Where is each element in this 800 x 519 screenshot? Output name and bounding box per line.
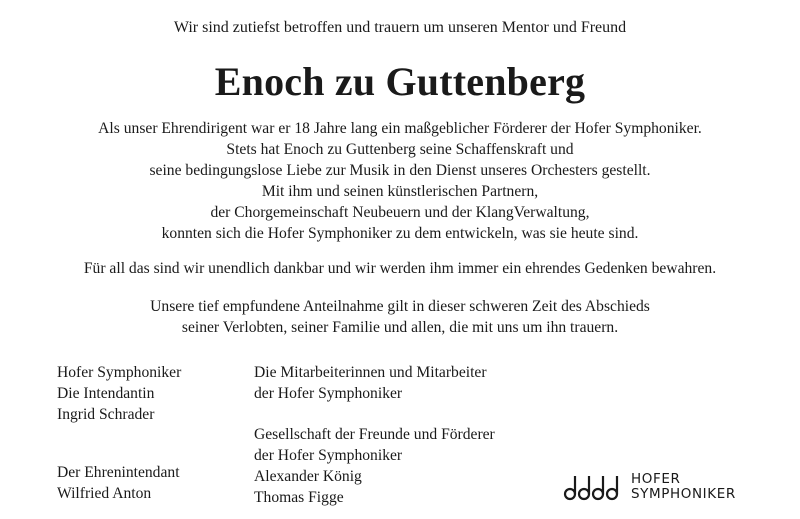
signature-block-intendantin: [57, 362, 181, 425]
tribute-paragraph: [0, 118, 800, 244]
logo-line: HOFER: [631, 471, 681, 487]
paragraph-line: Unsere tief empfundene Anteilnahme gilt in dieser schweren Zeit des Abschieds: [150, 298, 650, 315]
paragraph-line: Stets hat Enoch zu Guttenberg seine Schaffenskraft und: [226, 141, 574, 158]
intro-text: Wir sind zutiefst betroffen und trauern um unseren Mentor und Freund: [173, 19, 627, 36]
signature-line: der Hofer Symphoniker: [254, 447, 403, 464]
signature-line: Der Ehrenintendant: [57, 464, 180, 481]
hofer-symphoniker-logo: [563, 472, 743, 502]
deceased-name: Enoch zu Guttenberg: [214, 59, 586, 104]
four-d-notes-logo-icon: [563, 473, 625, 501]
paragraph-line: konnten sich die Hofer Symphoniker zu dem entwickeln, was sie heute sind.: [161, 225, 639, 242]
signature-block-mitarbeiter: [254, 362, 487, 404]
paragraph-line: Als unser Ehrendirigent war er 18 Jahre lang ein maßgeblicher Förderer der Hofer Symphoniker.: [98, 120, 702, 137]
signature-block-freunde: [254, 424, 495, 508]
paragraph-line: Für all das sind wir unendlich dankbar und wir werden ihm immer ein ehrendes Gedenken bewahren.: [83, 260, 717, 277]
condolence-paragraph: [0, 296, 800, 338]
signature-line: Ingrid Schrader: [57, 406, 155, 423]
signature-line: Hofer Symphoniker: [57, 364, 182, 381]
signature-line: Wilfried Anton: [57, 485, 152, 502]
gratitude-paragraph: [0, 258, 800, 279]
signature-line: Thomas Figge: [254, 489, 344, 506]
signature-line: Gesellschaft der Freunde und Förderer: [254, 426, 495, 443]
paragraph-line: Mit ihm und seinen künstlerischen Partnern,: [261, 183, 539, 200]
signature-line: Die Intendantin: [57, 385, 155, 402]
signature-line: Die Mitarbeiterinnen und Mitarbeiter: [254, 364, 487, 381]
signature-line: der Hofer Symphoniker: [254, 385, 403, 402]
signature-block-ehrenintendant: [57, 462, 180, 504]
paragraph-line: der Chorgemeinschaft Neubeuern und der KlangVerwaltung,: [210, 204, 590, 221]
logo-wordmark: [631, 472, 736, 502]
signature-line: Alexander König: [254, 468, 362, 485]
paragraph-line: seiner Verlobten, seiner Familie und allen, die mit uns um ihn trauern.: [181, 319, 619, 336]
paragraph-line: seine bedingungslose Liebe zur Musik in den Dienst unseres Orchesters gestellt.: [149, 162, 651, 179]
logo-line: SYMPHONIKER: [631, 486, 736, 502]
